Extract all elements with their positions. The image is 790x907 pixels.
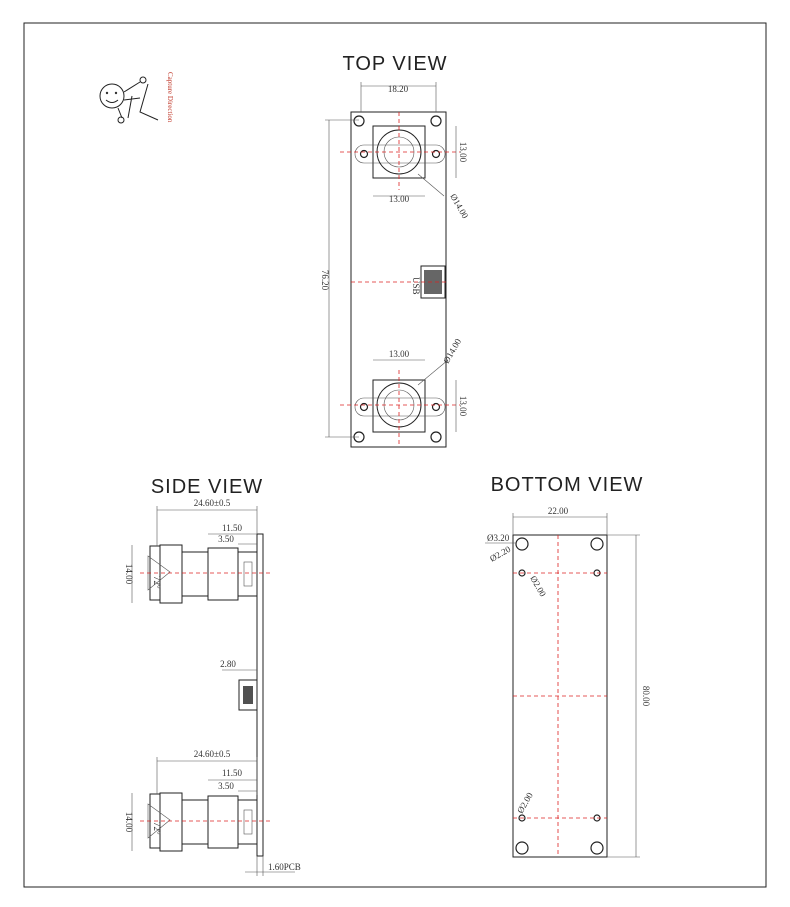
- drawing-frame: [24, 23, 766, 887]
- side-view-title: SIDE VIEW: [150, 476, 264, 498]
- svg-text:USB: USB: [411, 277, 421, 295]
- dim-bottom-hole-d: Ø2.00: [515, 790, 535, 815]
- dim-top-width: 18.20: [387, 84, 409, 94]
- dim-bottom-lens-width: 13.00: [388, 349, 410, 359]
- pcb-edge: [257, 534, 263, 856]
- dim-side-pcb: 1.60PCB: [268, 862, 301, 872]
- side-top-lens: [148, 545, 257, 603]
- dim-side-body-top: 11.50: [222, 523, 242, 533]
- top-view-title: TOP VIEW: [342, 53, 448, 75]
- dim-side-overall-top: 24.60±0.5: [193, 498, 231, 508]
- side-bottom-lens: [148, 793, 257, 851]
- dim-side-connector: 2.80: [220, 659, 236, 669]
- mount-hole: [591, 538, 603, 550]
- dim-bottom-length: 80.00: [641, 685, 651, 707]
- dim-bottom-lens-diameter: Ø14.00: [441, 336, 464, 365]
- mount-hole: [516, 538, 528, 550]
- mount-hole: [354, 116, 364, 126]
- logo-text: Capture Direction: [166, 72, 174, 123]
- dim-bottom-hole-c: Ø2.00: [528, 574, 549, 599]
- top-view: [320, 82, 471, 447]
- dim-bottom-hole-a: Ø3.20: [487, 533, 510, 543]
- dim-side-mount-top: 3.50: [218, 534, 234, 544]
- side-bottom-angle: 72°: [152, 822, 162, 835]
- mount-hole: [516, 842, 528, 854]
- side-top-angle: 72°: [152, 576, 162, 589]
- dim-bottom-hole-b: Ø2.20: [488, 543, 513, 564]
- dim-bottom-lens-height: 13.00: [458, 395, 468, 417]
- mount-hole: [591, 842, 603, 854]
- side-connector: [239, 680, 257, 710]
- dim-side-diameter-top: 14.00: [124, 563, 134, 585]
- dim-side-mount-bottom: 3.50: [218, 781, 234, 791]
- bottom-lens-module: [355, 380, 445, 432]
- mount-hole: [431, 432, 441, 442]
- side-view: [124, 498, 301, 876]
- dim-side-body-bottom: 11.50: [222, 768, 242, 778]
- dim-side-diameter-bottom: 14.00: [124, 811, 134, 833]
- dim-side-overall-bottom: 24.60±0.5: [193, 749, 231, 759]
- dim-top-lens-height: 13.00: [458, 141, 468, 163]
- capture-direction-logo: [100, 72, 174, 123]
- bottom-view: [485, 506, 651, 857]
- bottom-view-title: BOTTOM VIEW: [490, 474, 644, 496]
- dim-top-length: 76.20: [320, 269, 330, 291]
- dim-top-lens-diameter: Ø14.00: [448, 192, 471, 221]
- dim-bottom-width: 22.00: [547, 506, 569, 516]
- dim-top-lens-width: 13.00: [388, 194, 410, 204]
- mount-hole: [431, 116, 441, 126]
